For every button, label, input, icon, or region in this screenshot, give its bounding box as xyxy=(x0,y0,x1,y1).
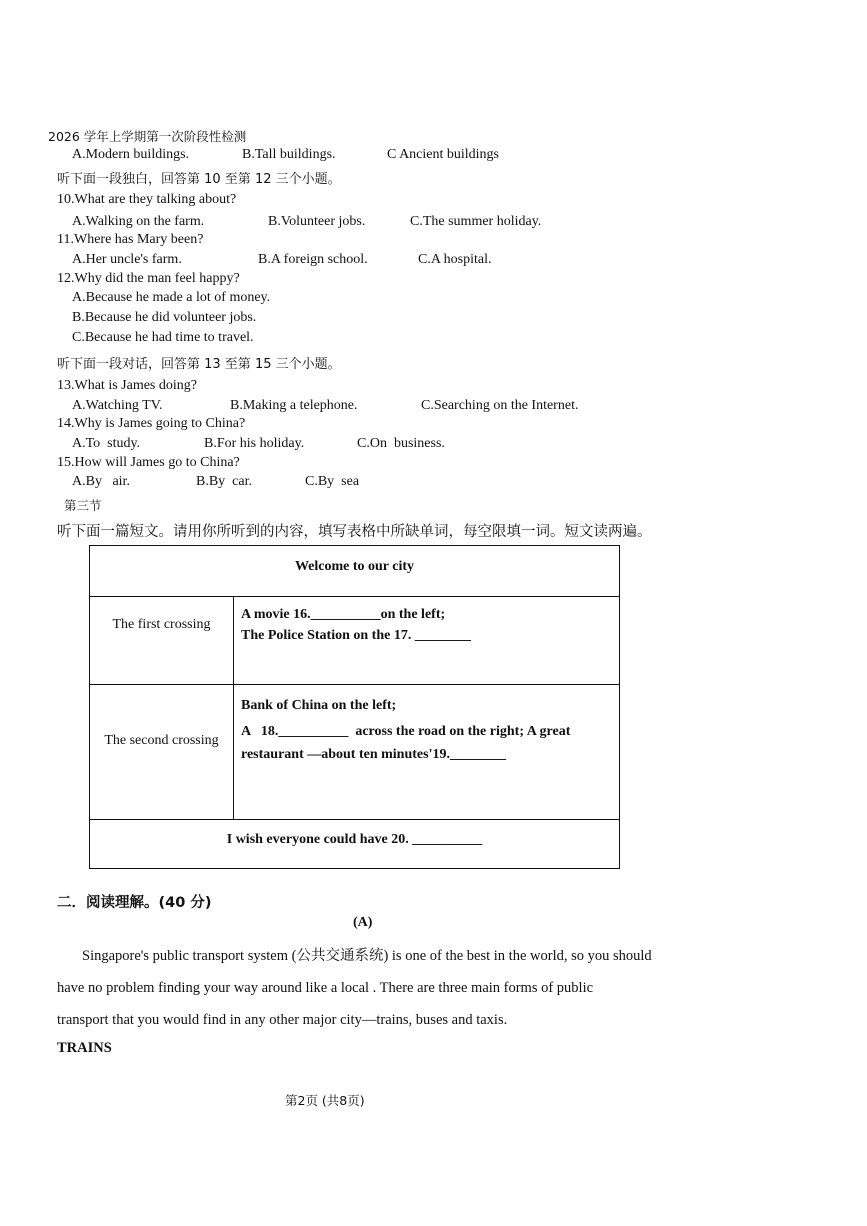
row1-line1: A movie 16.__________on the left; xyxy=(241,607,446,622)
passage-line-2: have no problem finding your way around like a local . There are three main forms of public xyxy=(57,980,594,996)
section-note-monologue: 听下面一段独白，回答第 10 至第 12 三个小题。 xyxy=(57,172,341,187)
passage-label: (A) xyxy=(353,915,373,930)
table-divider-3 xyxy=(90,819,619,820)
q10-question: 10.What are they talking about? xyxy=(57,192,237,207)
q14-option-b: B.For his holiday. xyxy=(204,436,305,451)
table-divider-1 xyxy=(90,596,619,597)
q13-question: 13.What is James doing? xyxy=(57,378,197,393)
table-divider-2 xyxy=(90,684,619,685)
table-column-divider xyxy=(233,596,234,819)
q12-option-c: C.Because he had time to travel. xyxy=(72,330,254,345)
row2-label: The second crossing xyxy=(104,733,219,748)
part-three-title: 第三节 xyxy=(64,498,102,513)
row1-line2: The Police Station on the 17. ________ xyxy=(241,628,471,643)
q13-option-c: C.Searching on the Internet. xyxy=(421,398,579,413)
q11-question: 11.Where has Mary been? xyxy=(57,232,204,247)
q11-option-c: C.A hospital. xyxy=(418,252,492,267)
q11-option-b: B.A foreign school. xyxy=(258,252,368,267)
q13-option-a: A.Watching TV. xyxy=(72,398,163,413)
q14-question: 14.Why is James going to China? xyxy=(57,416,246,431)
q10-option-c: C.The summer holiday. xyxy=(410,214,542,229)
q15-option-b: B.By car. xyxy=(196,474,252,489)
q10-option-b: B.Volunteer jobs. xyxy=(268,214,366,229)
page-footer: 第2页 (共8页) xyxy=(285,1093,365,1108)
table-title: Welcome to our city xyxy=(294,559,415,574)
q12-option-b: B.Because he did volunteer jobs. xyxy=(72,310,257,325)
passage-line-1: Singapore's public transport system (公共交通系统) is one of the best in the world, so you should xyxy=(82,948,652,964)
q9-option-a: A.Modern buildings. xyxy=(72,147,190,162)
q15-option-a: A.By air. xyxy=(72,474,130,489)
row2-line3: restaurant —about ten minutes'19.________ xyxy=(241,747,506,762)
q15-option-c: C.By sea xyxy=(305,474,360,489)
q9-option-c: C Ancient buildings xyxy=(387,147,499,162)
row2-line2: A 18.__________ across the road on the right; A great xyxy=(241,724,571,739)
part-three-instruction: 听下面一篇短文。请用你所听到的内容，填写表格中所缺单词，每空限填一词。短文读两遍。 xyxy=(57,524,652,540)
q13-option-b: B.Making a telephone. xyxy=(230,398,358,413)
section-note-dialogue: 听下面一段对话，回答第 13 至第 15 三个小题。 xyxy=(57,357,341,372)
table-footer: I wish everyone could have 20. __________ xyxy=(226,832,483,847)
q9-option-b: B.Tall buildings. xyxy=(242,147,336,162)
q14-option-c: C.On business. xyxy=(357,436,445,451)
q15-question: 15.How will James go to China? xyxy=(57,455,240,470)
q12-option-a: A.Because he made a lot of money. xyxy=(72,290,271,305)
row2-line1: Bank of China on the left; xyxy=(241,698,397,713)
exam-header: 2026 学年上学期第一次阶段性检测 xyxy=(48,129,247,144)
passage-line-3: transport that you would find in any other major city—trains, buses and taxis. xyxy=(57,1012,508,1028)
row1-label: The first crossing xyxy=(112,617,211,632)
q12-question: 12.Why did the man feel happy? xyxy=(57,271,240,286)
trains-heading: TRAINS xyxy=(57,1040,112,1056)
q10-option-a: A.Walking on the farm. xyxy=(72,214,205,229)
q11-option-a: A.Her uncle's farm. xyxy=(72,252,182,267)
q14-option-a: A.To study. xyxy=(72,436,141,451)
reading-section-title: 二．阅读理解。(40 分) xyxy=(57,895,212,911)
fill-in-table xyxy=(89,545,620,869)
